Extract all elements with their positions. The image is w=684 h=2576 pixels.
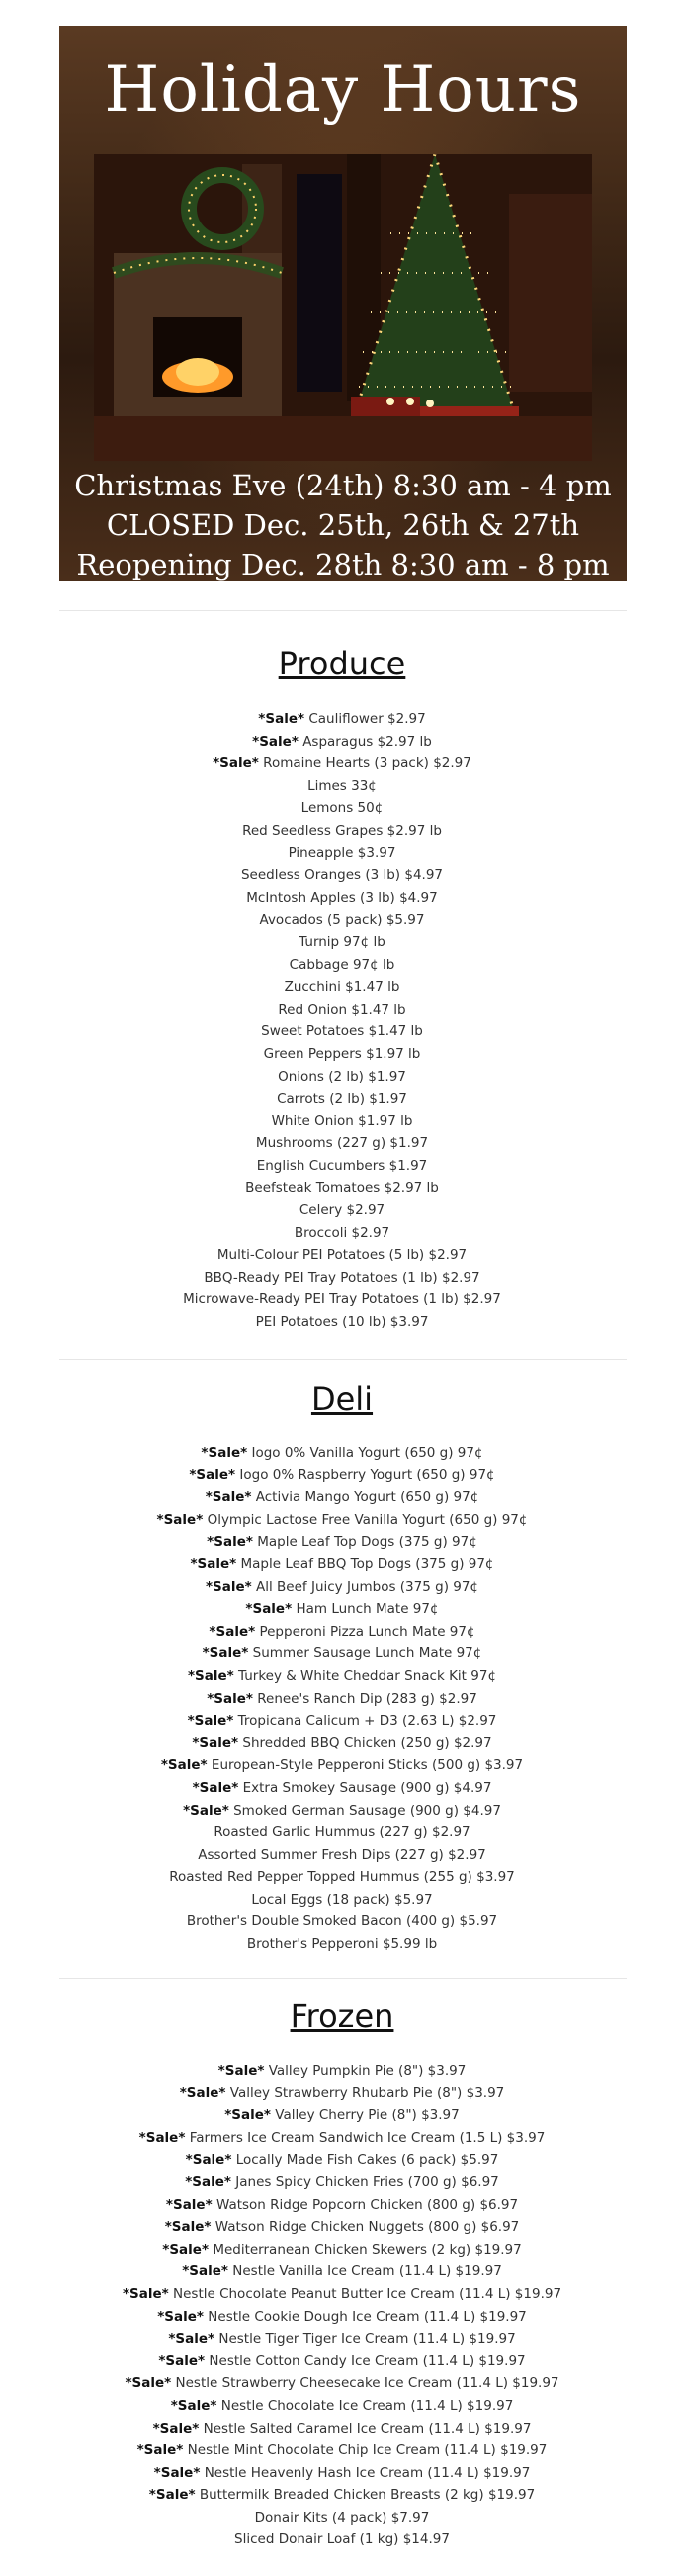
sale-tag: *Sale* — [138, 2129, 186, 2146]
list-item — [0, 1021, 684, 1043]
list-item — [0, 1598, 684, 1621]
christmas-fireplace-image — [94, 154, 592, 461]
list-item — [0, 1933, 684, 1956]
item-text: Assorted Summer Fresh Dips (227 g) $2.97 — [198, 1846, 486, 1863]
sale-tag: *Sale* — [179, 2085, 226, 2101]
holiday-hours-banner — [59, 26, 627, 581]
item-text: Avocados (5 pack) $5.97 — [259, 912, 425, 929]
item-text: Cabbage 97¢ lb — [289, 956, 395, 973]
item-text: Valley Strawberry Rhubarb Pie (8") $3.97 — [229, 2085, 505, 2101]
item-text: BBQ-Ready PEI Tray Potatoes (1 lb) $2.97 — [204, 1269, 480, 1286]
sale-tag: *Sale* — [192, 1734, 239, 1751]
item-text: Renee's Ranch Dip (283 g) $2.97 — [257, 1690, 477, 1707]
sale-tag: *Sale* — [192, 1779, 239, 1796]
divider — [59, 1359, 627, 1360]
item-text: Brother's Double Smoked Bacon (400 g) $5.97 — [186, 1913, 498, 1930]
list-item — [0, 1267, 684, 1289]
item-text: English Cucumbers $1.97 — [256, 1157, 428, 1174]
sale-tag: *Sale* — [209, 1623, 256, 1640]
list-item — [0, 1800, 684, 1822]
item-text: Beefsteak Tomatoes $2.97 lb — [245, 1180, 439, 1197]
item-text: Nestle Tiger Tiger Ice Cream (11.4 L) $19.97 — [218, 2331, 516, 2348]
sale-tag: *Sale* — [148, 2487, 196, 2504]
item-text: Janes Spicy Chicken Fries (700 g) $6.97 — [235, 2174, 499, 2190]
list-item — [0, 1754, 684, 1777]
item-text: Tropicana Calicum + D3 (2.63 L) $2.97 — [237, 1713, 497, 1730]
item-text: Nestle Salted Caramel Ice Cream (11.4 L) $19.97 — [203, 2420, 532, 2437]
frozen-heading: Frozen — [290, 1998, 394, 2035]
list-item — [0, 2395, 684, 2418]
item-text: Nestle Cotton Candy Ice Cream (11.4 L) $19.97 — [209, 2353, 526, 2369]
list-item — [0, 2440, 684, 2462]
sale-tag: *Sale* — [152, 2420, 200, 2437]
list-item — [0, 2372, 684, 2395]
item-text: Turnip 97¢ lb — [299, 933, 385, 950]
item-text: Sweet Potatoes $1.47 lb — [261, 1023, 423, 1040]
list-item — [0, 1889, 684, 1911]
list-item — [0, 2060, 684, 2083]
list-item — [0, 1866, 684, 1889]
list-item — [0, 1821, 684, 1844]
item-text: European-Style Pepperoni Sticks (500 g) $3.97 — [211, 1757, 524, 1774]
sale-tag: *Sale* — [125, 2375, 172, 2392]
item-text: Microwave-Ready PEI Tray Potatoes (1 lb) $2.97 — [183, 1291, 501, 1308]
item-text: Pepperoni Pizza Lunch Mate 97¢ — [259, 1623, 475, 1640]
list-item — [0, 797, 684, 820]
list-item — [0, 1132, 684, 1155]
list-item — [0, 1155, 684, 1178]
list-item — [0, 2239, 684, 2262]
list-item — [0, 2127, 684, 2150]
sale-tag: *Sale* — [217, 2063, 265, 2079]
sale-tag: *Sale* — [183, 1802, 229, 1819]
sale-tag: *Sale* — [205, 1489, 252, 1506]
banner-christmas-eve-hours: Christmas Eve (24th) 8:30 am - 4 pm — [74, 469, 612, 502]
item-text: Zucchini $1.47 lb — [284, 979, 400, 996]
divider — [59, 610, 627, 611]
list-item — [0, 731, 684, 754]
list-item — [0, 2306, 684, 2329]
list-item — [0, 2484, 684, 2507]
item-text: Shredded BBQ Chicken (250 g) $2.97 — [242, 1734, 492, 1751]
sale-tag: *Sale* — [202, 1645, 249, 1662]
list-item — [0, 1688, 684, 1711]
item-text: Green Peppers $1.97 lb — [263, 1045, 421, 1062]
sale-tag: *Sale* — [245, 1601, 293, 1618]
item-text: Nestle Chocolate Ice Cream (11.4 L) $19.97 — [220, 2397, 514, 2414]
sale-tag: *Sale* — [187, 1667, 234, 1684]
divider — [59, 1978, 627, 1979]
sale-tag: *Sale* — [156, 1511, 204, 1528]
list-item — [0, 1311, 684, 1334]
list-item — [0, 1066, 684, 1089]
sale-tag: *Sale* — [182, 2264, 228, 2280]
sale-tag: *Sale* — [164, 2219, 212, 2236]
list-item — [0, 820, 684, 843]
list-item — [0, 2283, 684, 2306]
item-text: Maple Leaf Top Dogs (375 g) 97¢ — [257, 1534, 477, 1551]
item-text: Activia Mango Yogurt (650 g) 97¢ — [255, 1489, 479, 1506]
banner-reopening-hours: Reopening Dec. 28th 8:30 am - 8 pm — [76, 548, 610, 581]
item-text: All Beef Juicy Jumbos (375 g) 97¢ — [256, 1578, 479, 1595]
sale-tag: *Sale* — [190, 1555, 237, 1572]
item-text: Onions (2 lb) $1.97 — [278, 1068, 406, 1085]
item-text: Asparagus $2.97 lb — [302, 733, 432, 750]
item-text: Mushrooms (227 g) $1.97 — [255, 1135, 429, 1152]
list-item — [0, 2104, 684, 2127]
item-text: Smoked German Sausage (900 g) $4.97 — [233, 1802, 501, 1819]
item-text: Nestle Cookie Dough Ice Cream (11.4 L) $19.97 — [208, 2308, 527, 2325]
item-text: PEI Potatoes (10 lb) $3.97 — [255, 1314, 429, 1331]
list-item — [0, 1486, 684, 1509]
item-text: Roasted Red Pepper Topped Hummus (255 g) $3.97 — [169, 1869, 515, 1886]
item-text: Farmers Ice Cream Sandwich Ice Cream (1.5 L) $3.97 — [189, 2129, 546, 2146]
item-text: McIntosh Apples (3 lb) $4.97 — [246, 889, 438, 906]
item-text: Multi-Colour PEI Potatoes (5 lb) $2.97 — [216, 1247, 468, 1264]
item-text: White Onion $1.97 lb — [271, 1112, 413, 1129]
item-text: Nestle Mint Chocolate Chip Ice Cream (11.4 L) $19.97 — [187, 2443, 548, 2459]
list-item — [0, 753, 684, 775]
sale-tag: *Sale* — [122, 2285, 169, 2302]
list-item — [0, 1576, 684, 1599]
item-text: Pineapple $3.97 — [288, 844, 396, 861]
list-item — [0, 1643, 684, 1665]
item-text: Locally Made Fish Cakes (6 pack) $5.97 — [235, 2152, 499, 2169]
item-text: Nestle Vanilla Ice Cream (11.4 L) $19.97 — [232, 2264, 502, 2280]
list-item — [0, 2149, 684, 2172]
item-text: Turkey & White Cheddar Snack Kit 97¢ — [238, 1667, 497, 1684]
list-item — [0, 1043, 684, 1066]
item-text: Valley Pumpkin Pie (8") $3.97 — [268, 2063, 467, 2079]
banner-title: Holiday Hours — [104, 53, 582, 127]
produce-heading: Produce — [278, 645, 406, 682]
sale-tag: *Sale* — [185, 2152, 232, 2169]
sale-tag: *Sale* — [136, 2443, 184, 2459]
list-item — [0, 932, 684, 954]
sale-tag: *Sale* — [224, 2107, 271, 2124]
list-item — [0, 864, 684, 887]
list-item — [0, 2172, 684, 2194]
item-text: Broccoli $2.97 — [294, 1224, 390, 1241]
deli-list — [0, 1442, 684, 1956]
list-item — [0, 843, 684, 865]
sale-tag: *Sale* — [189, 1466, 236, 1483]
list-item — [0, 1621, 684, 1643]
item-text: Roasted Garlic Hummus (227 g) $2.97 — [214, 1824, 470, 1841]
sale-tag: *Sale* — [160, 1757, 208, 1774]
list-item — [0, 2351, 684, 2373]
deli-heading: Deli — [310, 1380, 374, 1418]
sale-tag: *Sale* — [207, 1534, 253, 1551]
item-text: Limes 33¢ — [307, 777, 377, 794]
item-text: Mediterranean Chicken Skewers (2 kg) $19.97 — [213, 2241, 522, 2258]
item-text: Buttermilk Breaded Chicken Breasts (2 kg) $19.97 — [199, 2487, 536, 2504]
item-text: Ham Lunch Mate 97¢ — [296, 1601, 439, 1618]
list-item — [0, 2261, 684, 2283]
item-text: Red Onion $1.47 lb — [278, 1001, 406, 1018]
list-item — [0, 2507, 684, 2530]
sale-tag: *Sale* — [168, 2331, 215, 2348]
list-item — [0, 2462, 684, 2485]
item-text: Extra Smokey Sausage (900 g) $4.97 — [242, 1779, 492, 1796]
list-item — [0, 1531, 684, 1554]
list-item — [0, 1244, 684, 1267]
item-text: Watson Ridge Chicken Nuggets (800 g) $6.97 — [214, 2219, 520, 2236]
produce-list — [0, 708, 684, 1334]
list-item — [0, 1088, 684, 1110]
item-text: Romaine Hearts (3 pack) $2.97 — [263, 755, 471, 772]
list-item — [0, 2418, 684, 2441]
item-text: Seedless Oranges (3 lb) $4.97 — [240, 867, 444, 884]
list-item — [0, 1710, 684, 1732]
list-item — [0, 1177, 684, 1199]
sale-tag: *Sale* — [201, 1445, 248, 1461]
list-item — [0, 1509, 684, 1532]
item-text: Maple Leaf BBQ Top Dogs (375 g) 97¢ — [240, 1555, 494, 1572]
sale-tag: *Sale* — [252, 733, 299, 750]
item-text: Local Eggs (18 pack) $5.97 — [251, 1891, 433, 1908]
item-text: Watson Ridge Popcorn Chicken (800 g) $6.97 — [215, 2196, 519, 2213]
list-item — [0, 1288, 684, 1311]
sale-tag: *Sale* — [162, 2241, 210, 2258]
item-text: Donair Kits (4 pack) $7.97 — [254, 2509, 430, 2526]
list-item — [0, 1199, 684, 1222]
item-text: Valley Cherry Pie (8") $3.97 — [275, 2107, 460, 2124]
list-item — [0, 708, 684, 731]
list-item — [0, 2216, 684, 2239]
item-text: Olympic Lactose Free Vanilla Yogurt (650 g) 97¢ — [207, 1511, 528, 1528]
list-item — [0, 909, 684, 932]
sale-tag: *Sale* — [187, 1713, 234, 1730]
sale-tag: *Sale* — [165, 2196, 213, 2213]
frozen-list — [0, 2060, 684, 2551]
banner-closed-dates: CLOSED Dec. 25th, 26th & 27th — [106, 508, 580, 542]
list-item — [0, 1442, 684, 1465]
list-item — [0, 2328, 684, 2351]
item-text: Carrots (2 lb) $1.97 — [277, 1091, 407, 1108]
list-item — [0, 1222, 684, 1245]
list-item — [0, 1844, 684, 1867]
sale-tag: *Sale* — [205, 1578, 252, 1595]
item-text: Summer Sausage Lunch Mate 97¢ — [252, 1645, 482, 1662]
christmas-scene-illustration — [94, 154, 592, 461]
item-text: Cauliflower $2.97 — [308, 711, 426, 727]
list-item — [0, 1910, 684, 1933]
sale-tag: *Sale* — [213, 755, 259, 772]
item-text: Iogo 0% Vanilla Yogurt (650 g) 97¢ — [251, 1445, 483, 1461]
item-text: Nestle Strawberry Cheesecake Ice Cream (11.4 L) $19.97 — [175, 2375, 559, 2392]
list-item — [0, 999, 684, 1022]
sale-tag: *Sale* — [153, 2464, 201, 2481]
sale-tag: *Sale* — [185, 2174, 231, 2190]
list-item — [0, 976, 684, 999]
sale-tag: *Sale* — [158, 2353, 206, 2369]
list-item — [0, 1777, 684, 1800]
list-item — [0, 1665, 684, 1688]
item-text: Nestle Heavenly Hash Ice Cream (11.4 L) $19.97 — [204, 2464, 531, 2481]
list-item — [0, 1110, 684, 1133]
list-item — [0, 954, 684, 977]
list-item — [0, 887, 684, 910]
sale-tag: *Sale* — [170, 2397, 217, 2414]
item-text: Lemons 50¢ — [300, 800, 384, 817]
list-item — [0, 2194, 684, 2217]
item-text: Celery $2.97 — [299, 1202, 385, 1219]
list-item — [0, 2529, 684, 2551]
list-item — [0, 775, 684, 798]
item-text: Iogo 0% Raspberry Yogurt (650 g) 97¢ — [239, 1466, 495, 1483]
item-text: Sliced Donair Loaf (1 kg) $14.97 — [234, 2532, 450, 2548]
sale-tag: *Sale* — [157, 2308, 204, 2325]
sale-tag: *Sale* — [207, 1690, 253, 1707]
item-text: Red Seedless Grapes $2.97 lb — [242, 822, 442, 839]
list-item — [0, 1465, 684, 1487]
list-item — [0, 1554, 684, 1576]
item-text: Nestle Chocolate Peanut Butter Ice Cream (11.4 L) $19.97 — [173, 2285, 562, 2302]
list-item — [0, 2083, 684, 2105]
list-item — [0, 1732, 684, 1755]
sale-tag: *Sale* — [258, 711, 305, 727]
item-text: Brother's Pepperoni $5.99 lb — [246, 1936, 438, 1953]
